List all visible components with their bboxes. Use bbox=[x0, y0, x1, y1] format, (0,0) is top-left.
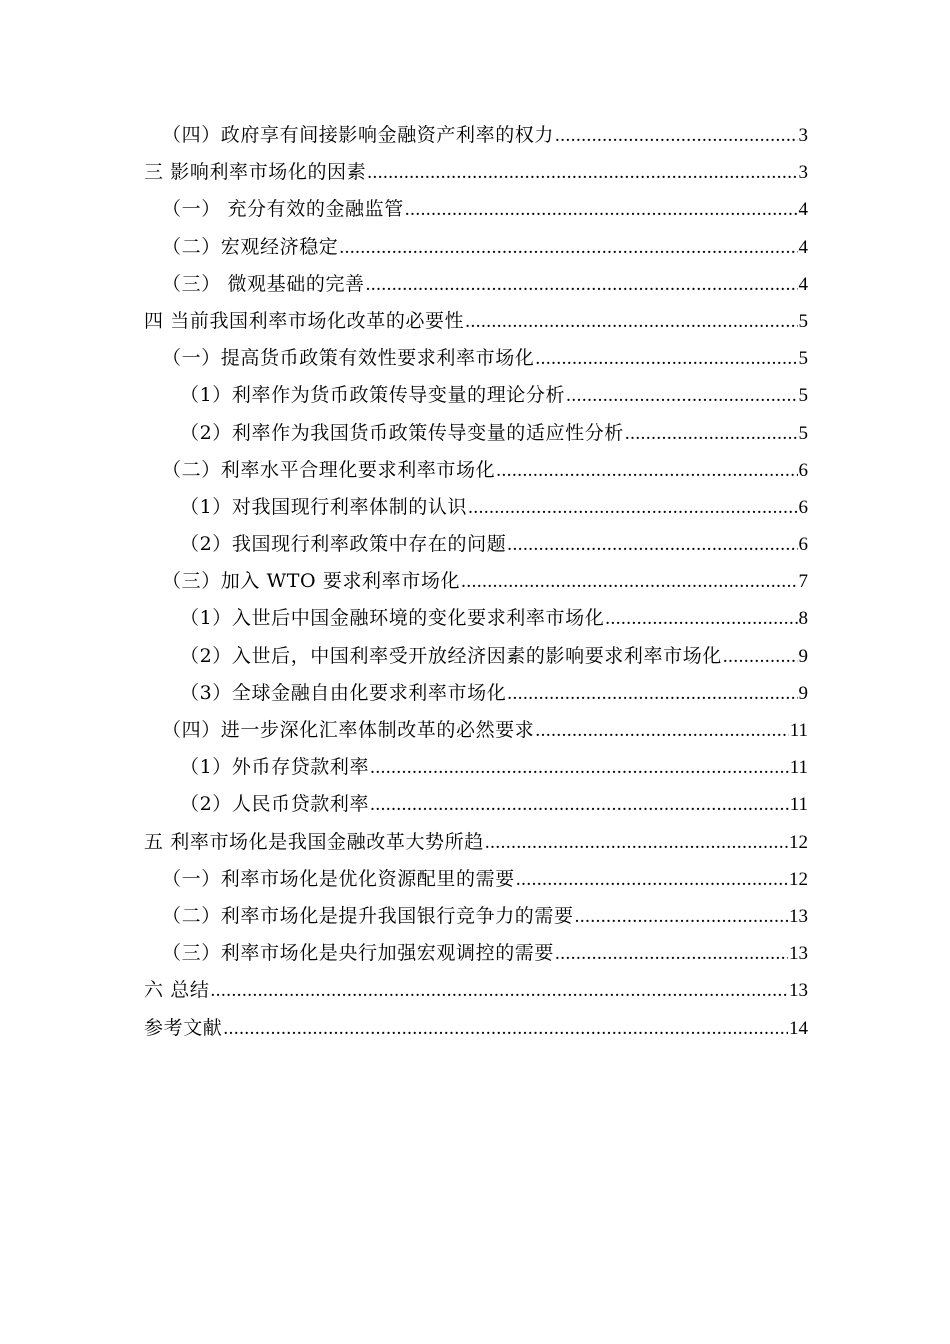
toc-entry[interactable] bbox=[144, 786, 808, 823]
toc-dot-leader bbox=[625, 415, 798, 452]
toc-dot-leader bbox=[223, 1010, 788, 1047]
toc-entry-title: （一）提高货币政策有效性要求利率市场化 bbox=[162, 347, 535, 370]
toc-dot-leader bbox=[507, 675, 797, 712]
toc-dot-leader bbox=[367, 154, 797, 191]
toc-entry-page-number: 13 bbox=[789, 980, 808, 1002]
toc-dot-leader bbox=[210, 972, 788, 1009]
toc-entry-title: （三）利率市场化是央行加强宏观调控的需要 bbox=[162, 942, 555, 965]
toc-dot-leader bbox=[535, 712, 788, 749]
toc-entry-page-number: 9 bbox=[798, 682, 808, 704]
toc-entry-page-number: 5 bbox=[798, 422, 808, 444]
toc-dot-leader bbox=[605, 600, 797, 637]
toc-dot-leader bbox=[405, 191, 798, 228]
toc-entry-title: （四）进一步深化汇率体制改革的必然要求 bbox=[162, 719, 535, 741]
toc-dot-leader bbox=[339, 229, 797, 266]
toc-entry-title: 五 利率市场化是我国金融改革大势所趋 bbox=[144, 830, 484, 853]
toc-entry[interactable] bbox=[144, 191, 808, 228]
toc-entry-page-number: 7 bbox=[798, 571, 808, 593]
toc-entry-title: （二）宏观经济稳定 bbox=[162, 235, 339, 258]
toc-entry[interactable] bbox=[144, 861, 808, 898]
toc-entry-page-number: 3 bbox=[798, 162, 808, 184]
toc-entry-page-number: 12 bbox=[789, 831, 808, 853]
toc-entry[interactable] bbox=[144, 377, 808, 414]
toc-dot-leader bbox=[468, 489, 797, 526]
toc-entry-page-number: 3 bbox=[798, 125, 808, 146]
toc-entry-title: （2）入世后，中国利率受开放经济因素的影响要求利率市场化 bbox=[180, 644, 722, 667]
toc-dot-leader bbox=[723, 638, 798, 675]
toc-dot-leader bbox=[516, 861, 788, 898]
toc-entry-page-number: 4 bbox=[798, 236, 808, 258]
toc-entry-page-number: 5 bbox=[798, 385, 808, 407]
toc-dot-leader bbox=[555, 935, 788, 972]
table-of-contents bbox=[144, 117, 808, 1047]
toc-entry-page-number: 4 bbox=[798, 273, 808, 295]
toc-entry-page-number: 5 bbox=[798, 348, 808, 370]
toc-entry-title: （三）加入 WTO 要求利率市场化 bbox=[162, 570, 461, 593]
toc-dot-leader bbox=[370, 786, 789, 823]
toc-entry[interactable] bbox=[144, 117, 808, 154]
toc-dot-leader bbox=[496, 452, 797, 489]
toc-entry[interactable] bbox=[144, 266, 808, 303]
toc-entry-title: （3）全球金融自由化要求利率市场化 bbox=[180, 681, 507, 704]
toc-entry[interactable] bbox=[144, 303, 808, 340]
toc-entry-title: 三 影响利率市场化的因素 bbox=[144, 161, 367, 184]
toc-dot-leader bbox=[566, 377, 797, 414]
toc-entry-title: （一） 充分有效的金融监管 bbox=[162, 198, 404, 221]
toc-entry-page-number: 6 bbox=[798, 496, 808, 518]
toc-entry-title: （二）利率市场化是提升我国银行竞争力的需要 bbox=[162, 904, 574, 927]
toc-entry[interactable] bbox=[144, 340, 808, 377]
toc-dot-leader bbox=[507, 526, 797, 563]
toc-dot-leader bbox=[366, 266, 798, 303]
toc-entry[interactable] bbox=[144, 452, 808, 489]
toc-entry-title: （二）利率水平合理化要求利率市场化 bbox=[162, 458, 496, 481]
toc-entry-title: （2）人民币贷款利率 bbox=[180, 793, 370, 816]
toc-entry-title: （四）政府享有间接影响金融资产利率的权力 bbox=[162, 124, 555, 146]
toc-entry-page-number: 8 bbox=[798, 608, 808, 630]
toc-entry-title: （一）利率市场化是优化资源配里的需要 bbox=[162, 867, 515, 890]
toc-entry[interactable] bbox=[144, 749, 808, 786]
toc-entry-title: （1）利率作为货币政策传导变量的理论分析 bbox=[180, 384, 566, 407]
toc-entry[interactable] bbox=[144, 824, 808, 861]
toc-entry-page-number: 13 bbox=[789, 943, 808, 965]
toc-entry-page-number: 14 bbox=[789, 1017, 808, 1039]
toc-entry-title: （2）利率作为我国货币政策传导变量的适应性分析 bbox=[180, 421, 624, 444]
toc-dot-leader bbox=[575, 898, 788, 935]
toc-entry-page-number: 9 bbox=[798, 645, 808, 667]
toc-entry-title: 四 当前我国利率市场化改革的必要性 bbox=[144, 309, 465, 332]
toc-dot-leader bbox=[535, 340, 797, 377]
toc-entry-title: （2）我国现行利率政策中存在的问题 bbox=[180, 533, 507, 556]
toc-entry[interactable] bbox=[144, 563, 808, 600]
toc-entry[interactable] bbox=[144, 229, 808, 266]
toc-entry[interactable] bbox=[144, 1010, 808, 1047]
toc-entry[interactable] bbox=[144, 489, 808, 526]
toc-entry-title: （1）入世后中国金融环境的变化要求利率市场化 bbox=[180, 607, 605, 630]
toc-entry[interactable] bbox=[144, 972, 808, 1009]
toc-entry-page-number: 6 bbox=[798, 534, 808, 556]
toc-dot-leader bbox=[465, 303, 797, 340]
toc-entry-page-number: 12 bbox=[789, 868, 808, 890]
toc-entry[interactable] bbox=[144, 526, 808, 563]
toc-entry-page-number: 11 bbox=[789, 794, 808, 816]
toc-entry-title: （三） 微观基础的完善 bbox=[162, 272, 365, 295]
toc-entry-page-number: 6 bbox=[798, 459, 808, 481]
toc-entry-page-number: 5 bbox=[798, 310, 808, 332]
toc-entry-page-number: 11 bbox=[789, 720, 808, 741]
toc-dot-leader bbox=[370, 749, 789, 786]
toc-dot-leader bbox=[555, 117, 797, 154]
toc-dot-leader bbox=[485, 824, 788, 861]
toc-entry-title: （1）外币存贷款利率 bbox=[180, 756, 370, 779]
toc-entry[interactable] bbox=[144, 898, 808, 935]
toc-entry-title: 参考文献 bbox=[144, 1016, 223, 1039]
toc-entry[interactable] bbox=[144, 600, 808, 637]
toc-entry[interactable] bbox=[144, 154, 808, 191]
toc-entry[interactable] bbox=[144, 712, 808, 749]
toc-entry[interactable] bbox=[144, 638, 808, 675]
toc-entry-page-number: 4 bbox=[798, 199, 808, 221]
toc-entry-page-number: 11 bbox=[789, 757, 808, 779]
toc-entry[interactable] bbox=[144, 675, 808, 712]
toc-entry-title: （1）对我国现行利率体制的认识 bbox=[180, 495, 468, 518]
toc-entry-title: 六 总结 bbox=[144, 979, 210, 1002]
toc-entry-page-number: 13 bbox=[789, 905, 808, 927]
toc-entry[interactable] bbox=[144, 415, 808, 452]
toc-entry[interactable] bbox=[144, 935, 808, 972]
toc-dot-leader bbox=[461, 563, 797, 600]
